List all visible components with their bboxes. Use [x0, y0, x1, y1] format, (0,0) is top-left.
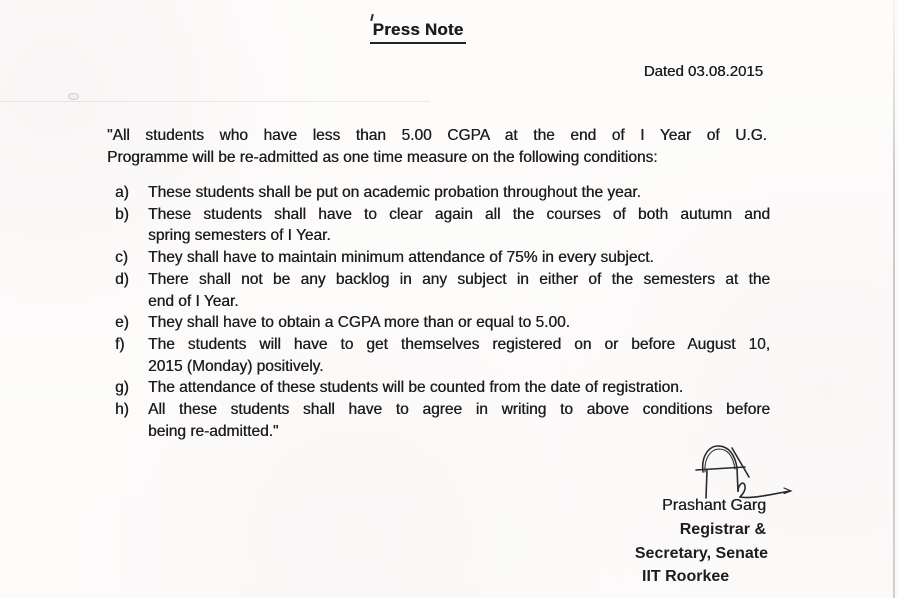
condition-item-a [115, 182, 773, 204]
condition-text-line: 2015 (Monday) positively. [148, 357, 324, 375]
condition-text-line: being re-admitted." [148, 422, 279, 440]
condition-item-c [115, 247, 773, 269]
date-line: Dated 03.08.2015 [643, 63, 763, 80]
scan-smudge-artifact [68, 93, 79, 100]
signatory-name: Prashant Garg [661, 497, 766, 514]
condition-marker: h) [115, 401, 129, 419]
condition-text-line: The attendance of these students will be counted from the date of registration. [148, 379, 684, 397]
scan-edge-artifact [893, 0, 895, 598]
condition-item-f [115, 334, 773, 377]
condition-marker: b) [115, 205, 129, 223]
condition-text-line: They shall have to obtain a CGPA more than or equal to 5.00. [148, 314, 570, 332]
condition-item-g [115, 377, 773, 399]
intro-line-2: Programme will be re-admitted as one time measure on the following conditions: [107, 148, 658, 166]
condition-text-line: end of I Year. [148, 292, 239, 310]
signatory-designation-2: Secretary, Senate [634, 545, 768, 562]
condition-marker: g) [115, 379, 129, 397]
title-band [0, 20, 836, 44]
condition-item-h [115, 399, 773, 442]
condition-marker: e) [115, 314, 129, 332]
signatory-designation-1: Registrar & [679, 521, 766, 538]
condition-text-line: These students shall be put on academic probation throughout the year. [148, 184, 641, 201]
scan-line-artifact [0, 101, 430, 102]
signature-icon [693, 442, 798, 504]
condition-item-d [115, 269, 773, 312]
condition-marker: c) [115, 249, 128, 267]
condition-text-line: There shall not be any backlog in any subject in either of the semesters at the [148, 270, 770, 288]
condition-marker: d) [115, 270, 129, 288]
condition-marker: a) [115, 184, 129, 201]
signatory-institute: IIT Roorkee [642, 568, 730, 585]
condition-text-line: They shall have to maintain minimum attendance of 75% in every subject. [148, 249, 654, 267]
intro-line-1: "All students who have less than 5.00 CGPA at the end of I Year of U.G. [107, 127, 767, 144]
document-title: Press Note [370, 20, 467, 44]
condition-text-line: These students shall have to clear again all the courses of both autumn and [148, 205, 770, 223]
conditions-list [115, 182, 773, 442]
condition-item-e [115, 312, 773, 334]
condition-text-line: All these students shall have to agree in writing to above conditions before [148, 401, 770, 419]
condition-text-line: spring semesters of I Year. [148, 227, 331, 245]
condition-text-line: The students will have to get themselves registered on or before August 10, [148, 335, 770, 353]
condition-item-b [115, 204, 773, 247]
condition-marker: f) [115, 335, 125, 353]
intro-paragraph [107, 125, 767, 168]
